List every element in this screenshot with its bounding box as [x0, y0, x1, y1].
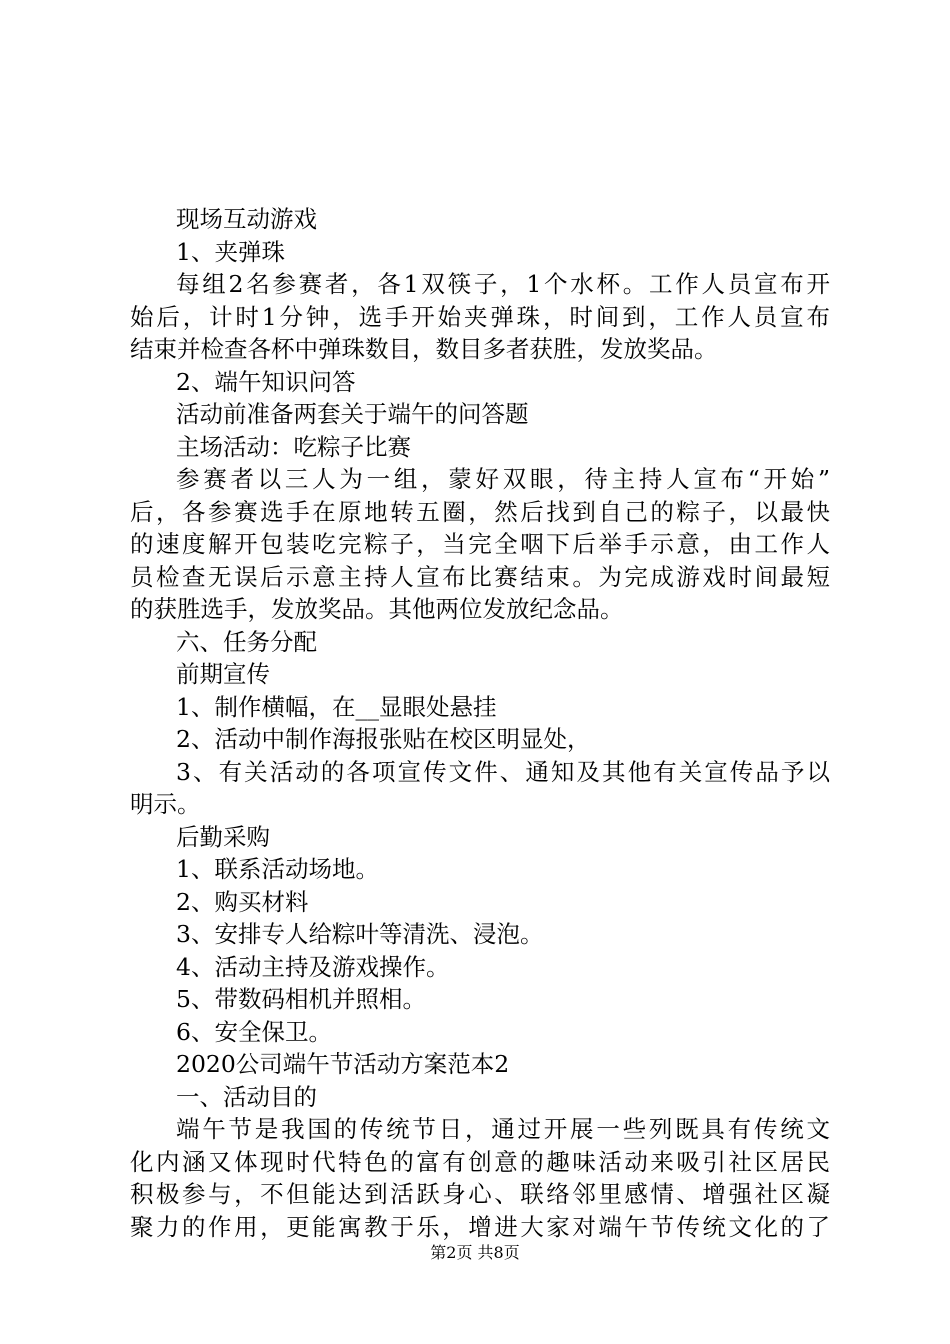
text-line: 活动前准备两套关于端午的问答题: [176, 400, 529, 428]
text-line: 2、购买材料: [176, 887, 309, 916]
text-line: 化内涵又体现时代特色的富有创意的趣味活动来吸引社区居民: [130, 1147, 830, 1176]
text-line: 后，各参赛选手在原地转五圈，然后找到自己的粽子，以最快: [130, 497, 830, 526]
text-line: 每组2名参赛者，各1双筷子，1个水杯。工作人员宣布开: [176, 270, 830, 298]
text-line: 1、联系活动场地。: [176, 855, 379, 883]
text-line: 前期宣传: [176, 660, 270, 688]
text-line: 4、活动主持及游戏操作。: [176, 952, 450, 981]
text-line: 的获胜选手，发放奖品。其他两位发放纪念品。: [130, 595, 624, 623]
text-line: 始后，计时1分钟，选手开始夹弹珠，时间到，工作人员宣布: [130, 302, 830, 331]
text-line: 明示。: [130, 790, 201, 818]
text-line: 2、端午知识问答: [176, 367, 356, 396]
text-line: 2、活动中制作海报张贴在校区明显处，: [176, 725, 591, 753]
text-line: 5、带数码相机并照相。: [176, 985, 426, 1013]
text-line: 聚力的作用，更能寓教于乐，增进大家对端午节传统文化的了: [130, 1212, 830, 1241]
text-line: 现场互动游戏: [176, 205, 317, 233]
page-number-footer: 第2页 共8页: [430, 1243, 520, 1262]
text-line: 结束并检查各杯中弹珠数目，数目多者获胜，发放奖品。: [130, 335, 718, 363]
text-line: 2020公司端午节活动方案范本2: [176, 1050, 510, 1078]
text-line: 6、安全保卫。: [176, 1017, 332, 1046]
text-line: 一、活动目的: [176, 1082, 317, 1111]
text-line: 积极参与，不但能达到活跃身心、联络邻里感情、增强社区凝: [130, 1180, 830, 1208]
text-line: 3、有关活动的各项宣传文件、通知及其他有关宣传品予以: [176, 757, 830, 786]
text-line: 端午节是我国的传统节日，通过开展一些列既具有传统文: [176, 1115, 830, 1143]
text-line: 1、夹弹珠: [176, 237, 285, 266]
text-line: 1、制作横幅，在__显眼处悬挂: [176, 692, 497, 721]
text-line: 3、安排专人给粽叶等清洗、浸泡。: [176, 920, 544, 948]
document-body: [130, 203, 830, 1243]
text-line: 主场活动：吃粽子比赛: [176, 432, 411, 461]
text-line: 六、任务分配: [176, 627, 317, 656]
text-line: 参赛者以三人为一组，蒙好双眼，待主持人宣布“开始”: [176, 465, 830, 493]
text-line: 员检查无误后示意主持人宣布比赛结束。为完成游戏时间最短: [130, 562, 830, 591]
text-line: 后勤采购: [176, 822, 270, 851]
text-line: 的速度解开包装吃完粽子，当完全咽下后举手示意，由工作人: [130, 530, 830, 558]
